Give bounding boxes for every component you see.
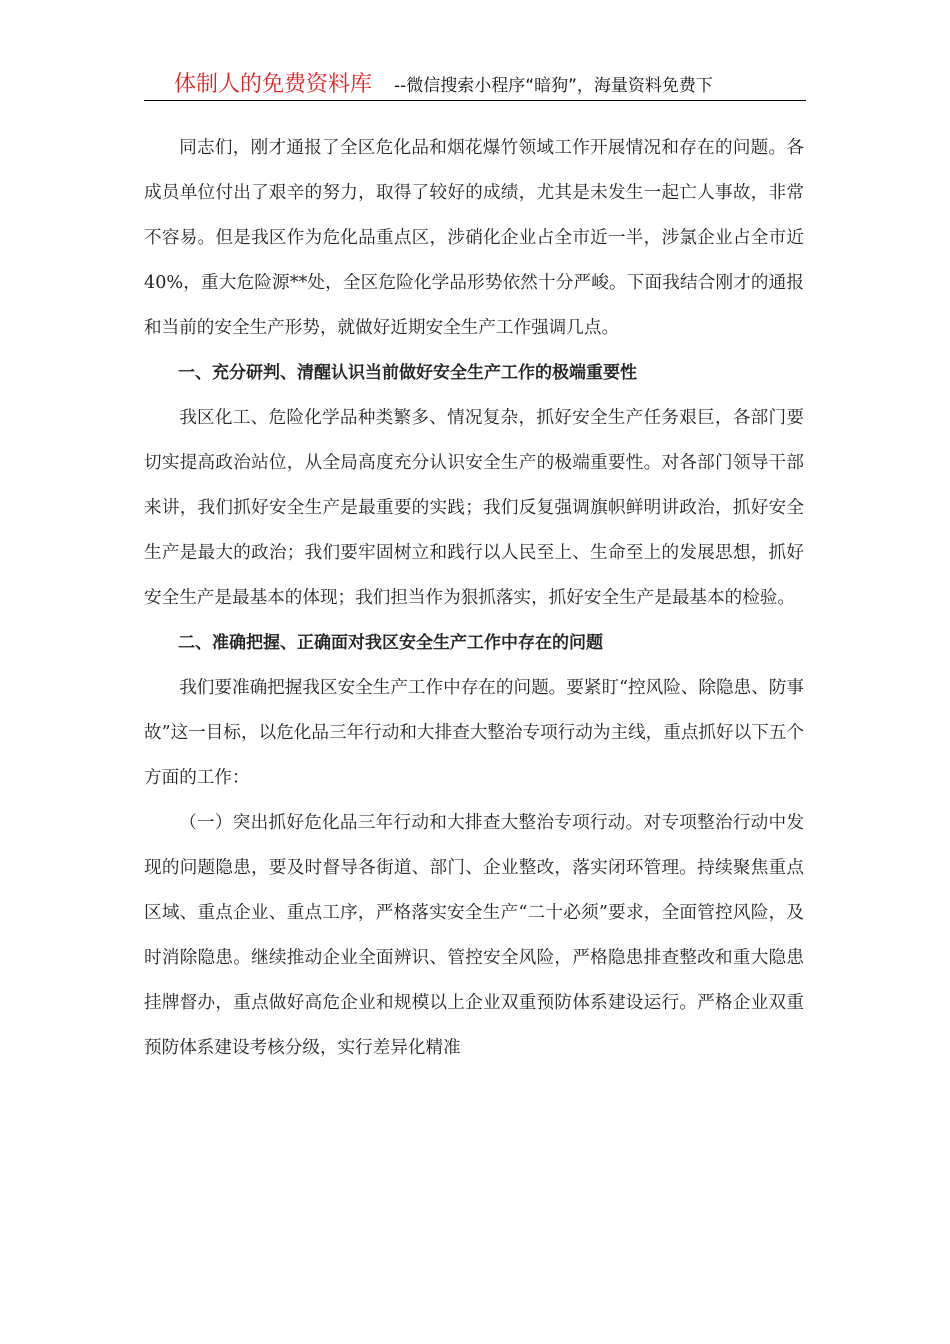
section-heading-2: 二、准确把握、正确面对我区安全生产工作中存在的问题 — [178, 633, 603, 653]
page-header — [144, 70, 806, 101]
document-body — [144, 126, 804, 1071]
header-note: --微信搜索小程序“暗狗”，海量资料免费下 — [394, 76, 713, 96]
header-brand: 体制人的免费资料库 — [174, 72, 373, 97]
paragraph-intro: 同志们，刚才通报了全区危化品和烟花爆竹领域工作开展情况和存在的问题。各成员单位付出了艰辛的努力，取得了较好的成绩，尤其是未发生一起亡人事故，非常不容易。但是我区作为危化品重点区，涉硝化企业占全市近一半，涉氯企业占全市近40%，重大危险源**处，全区危险化学品形势依然十分严峻。下面我结合刚才的通报和当前的安全生产形势，就做好近期安全生产工作强调几点。 — [144, 138, 804, 338]
section-heading-1: 一、充分研判、清醒认识当前做好安全生产工作的极端重要性 — [178, 363, 637, 383]
paragraph-section-2: 我们要准确把握我区安全生产工作中存在的问题。要紧盯“控风险、除隐患、防事故”这一目标，以危化品三年行动和大排查大整治专项行动为主线，重点抓好以下五个方面的工作： — [144, 678, 804, 788]
paragraph-item-1: （一）突出抓好危化品三年行动和大排查大整治专项行动。对专项整治行动中发现的问题隐患，要及时督导各街道、部门、企业整改，落实闭环管理。持续聚焦重点区域、重点企业、重点工序，严格落实安全生产“二十必须”要求，全面管控风险，及时消除隐患。继续推动企业全面辨识、管控安全风险，严格隐患排查整改和重大隐患挂牌督办，重点做好高危企业和规模以上企业双重预防体系建设运行。严格企业双重预防体系建设考核分级，实行差异化精准 — [144, 813, 804, 1058]
paragraph-section-1: 我区化工、危险化学品种类繁多、情况复杂，抓好安全生产任务艰巨，各部门要切实提高政治站位，从全局高度充分认识安全生产的极端重要性。对各部门领导干部来讲，我们抓好安全生产是最重要的实践；我们反复强调旗帜鲜明讲政治，抓好安全生产是最大的政治；我们要牢固树立和践行以人民至上、生命至上的发展思想，抓好安全生产是最基本的体现；我们担当作为狠抓落实，抓好安全生产是最基本的检验。 — [144, 408, 804, 608]
